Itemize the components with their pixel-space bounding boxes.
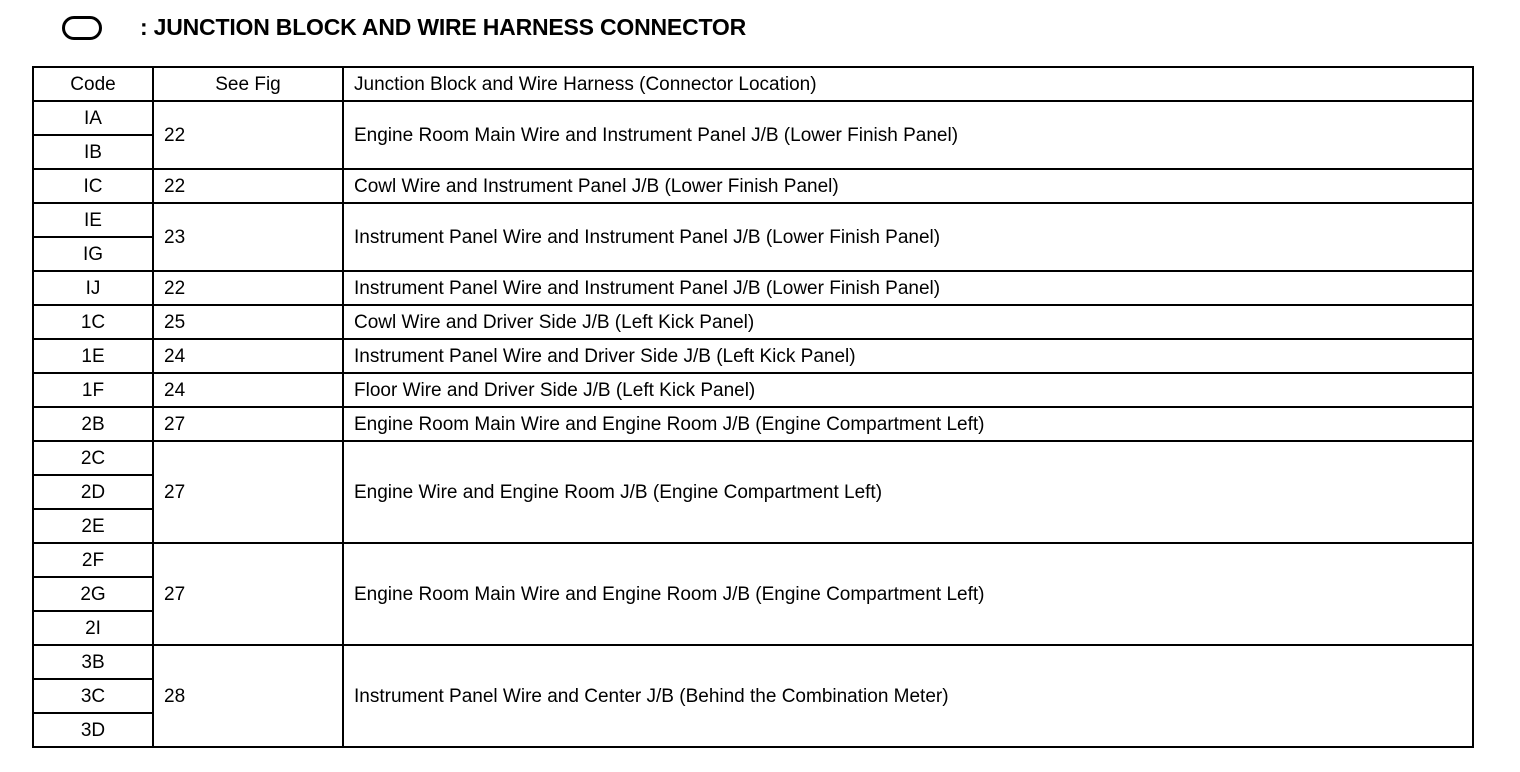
code-cell: IC bbox=[33, 169, 153, 203]
page-header bbox=[62, 10, 747, 46]
table-row bbox=[33, 169, 1473, 203]
column-header-location: Junction Block and Wire Harness (Connector Location) bbox=[343, 67, 1473, 101]
code-cell: 2G bbox=[33, 577, 153, 611]
rounded-rectangle-connector-symbol-icon bbox=[62, 16, 102, 40]
code-cell: IG bbox=[33, 237, 153, 271]
code-cell: 2B bbox=[33, 407, 153, 441]
code-cell: 2I bbox=[33, 611, 153, 645]
see-fig-cell: 23 bbox=[153, 203, 343, 271]
location-cell: Instrument Panel Wire and Instrument Panel J/B (Lower Finish Panel) bbox=[343, 271, 1473, 305]
location-cell: Engine Room Main Wire and Engine Room J/B (Engine Compartment Left) bbox=[343, 543, 1473, 645]
see-fig-cell: 22 bbox=[153, 169, 343, 203]
see-fig-cell: 27 bbox=[153, 407, 343, 441]
see-fig-cell: 22 bbox=[153, 101, 343, 169]
column-header-code: Code bbox=[33, 67, 153, 101]
location-cell: Instrument Panel Wire and Center J/B (Behind the Combination Meter) bbox=[343, 645, 1473, 747]
location-cell: Engine Room Main Wire and Instrument Panel J/B (Lower Finish Panel) bbox=[343, 101, 1473, 169]
code-cell: 1C bbox=[33, 305, 153, 339]
code-cell: 2F bbox=[33, 543, 153, 577]
table-row bbox=[33, 407, 1473, 441]
code-cell: 2E bbox=[33, 509, 153, 543]
table-row bbox=[33, 373, 1473, 407]
page-title: : JUNCTION BLOCK AND WIRE HARNESS CONNECTOR bbox=[140, 14, 747, 40]
table-row bbox=[33, 271, 1473, 305]
location-cell: Instrument Panel Wire and Driver Side J/B (Left Kick Panel) bbox=[343, 339, 1473, 373]
location-cell: Engine Room Main Wire and Engine Room J/B (Engine Compartment Left) bbox=[343, 407, 1473, 441]
table-row bbox=[33, 543, 1473, 577]
code-cell: 3D bbox=[33, 713, 153, 747]
table-row bbox=[33, 203, 1473, 237]
code-cell: 3B bbox=[33, 645, 153, 679]
location-cell: Cowl Wire and Instrument Panel J/B (Lower Finish Panel) bbox=[343, 169, 1473, 203]
code-cell: IE bbox=[33, 203, 153, 237]
code-cell: IJ bbox=[33, 271, 153, 305]
code-cell: 2D bbox=[33, 475, 153, 509]
see-fig-cell: 27 bbox=[153, 543, 343, 645]
code-cell: 2C bbox=[33, 441, 153, 475]
location-cell: Engine Wire and Engine Room J/B (Engine Compartment Left) bbox=[343, 441, 1473, 543]
see-fig-cell: 24 bbox=[153, 373, 343, 407]
table-row bbox=[33, 339, 1473, 373]
table-row bbox=[33, 101, 1473, 135]
table-body bbox=[33, 101, 1473, 747]
location-cell: Instrument Panel Wire and Instrument Panel J/B (Lower Finish Panel) bbox=[343, 203, 1473, 271]
code-cell: IB bbox=[33, 135, 153, 169]
location-cell: Cowl Wire and Driver Side J/B (Left Kick Panel) bbox=[343, 305, 1473, 339]
table-row bbox=[33, 441, 1473, 475]
junction-block-table bbox=[32, 66, 1474, 748]
see-fig-cell: 28 bbox=[153, 645, 343, 747]
column-header-see-fig: See Fig bbox=[153, 67, 343, 101]
code-cell: 1F bbox=[33, 373, 153, 407]
code-cell: 1E bbox=[33, 339, 153, 373]
see-fig-cell: 27 bbox=[153, 441, 343, 543]
see-fig-cell: 24 bbox=[153, 339, 343, 373]
table-row bbox=[33, 305, 1473, 339]
see-fig-cell: 25 bbox=[153, 305, 343, 339]
table-row bbox=[33, 645, 1473, 679]
code-cell: IA bbox=[33, 101, 153, 135]
location-cell: Floor Wire and Driver Side J/B (Left Kick Panel) bbox=[343, 373, 1473, 407]
see-fig-cell: 22 bbox=[153, 271, 343, 305]
code-cell: 3C bbox=[33, 679, 153, 713]
table-header-row bbox=[33, 67, 1473, 101]
